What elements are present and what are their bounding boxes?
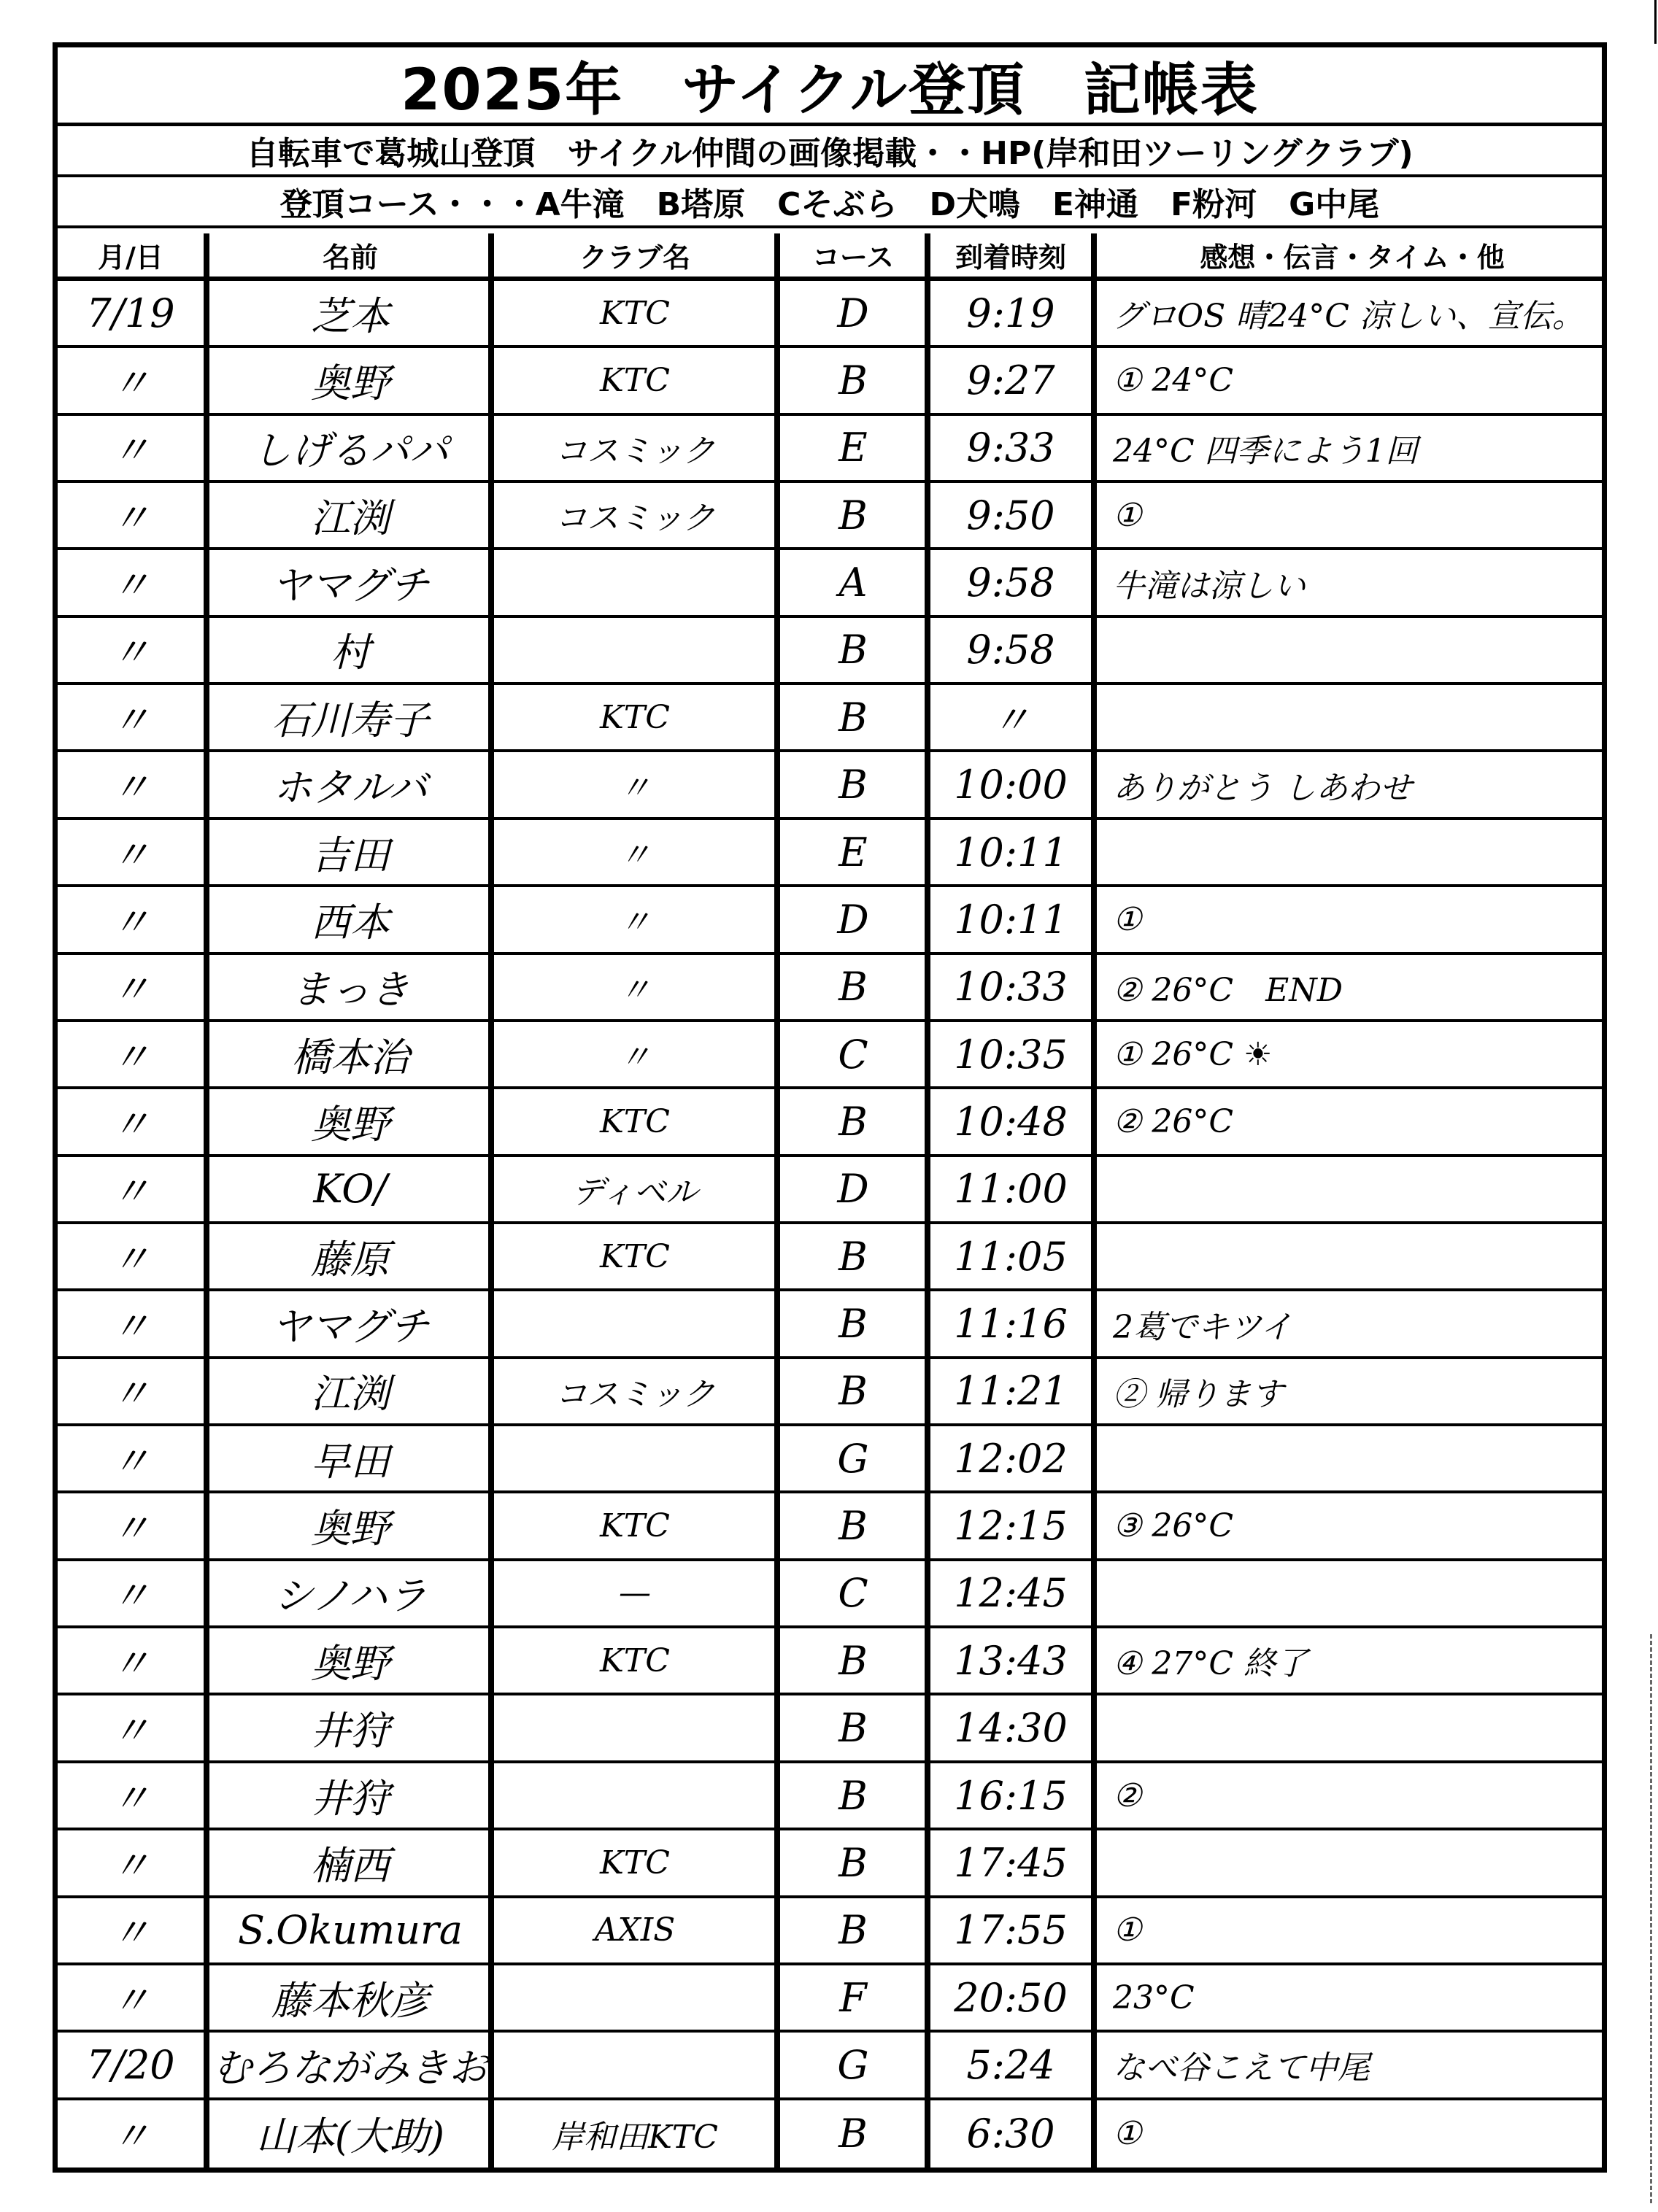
cell-name: 橋本治 [291,1034,409,1080]
cell-date: 〃 [111,1101,150,1148]
cell-name: しげるパパ [252,428,449,474]
cell-course: B [838,1907,868,1954]
cell-note: 23°C [1113,1979,1195,2016]
cell-name: 奥野 [311,1101,390,1148]
cell-date: 〃 [111,630,150,676]
cell-time: 11:16 [954,1301,1068,1347]
cell-time: 10:11 [954,829,1068,875]
log-sheet [53,42,1607,2173]
cell-note: ② [1113,1776,1142,1814]
cell-time: 16:15 [954,1772,1068,1819]
cell-date: 〃 [111,1640,150,1687]
cell-course: D [837,1166,869,1213]
table-row [58,618,1602,685]
header-date: 月/日 [98,241,163,274]
cell-time: 10:00 [954,762,1068,808]
table-row [58,1696,1602,1763]
cell-date: 〃 [111,1708,150,1755]
cell-time: 9:33 [966,425,1055,471]
cell-name: まっき [291,967,409,1013]
table-row [58,1830,1602,1898]
cell-course: D [837,290,869,336]
cell-time: 12:45 [954,1570,1068,1617]
cell-note: ② 帰ります [1113,1375,1284,1413]
cell-club: KTC [600,1102,670,1140]
cell-name: 井狩 [311,1775,390,1822]
cell-time: 9:50 [966,492,1055,538]
cell-name: 芝本 [311,293,390,339]
cell-time: 10:33 [954,964,1068,1010]
cell-name: 藤本秋彦 [271,1977,429,2024]
cell-name: ヤマグチ [271,562,429,609]
cell-course: F [839,1974,867,2021]
cell-course: B [838,1301,868,1347]
cell-name: 江渕 [311,495,390,541]
cell-name: 奥野 [311,1506,390,1552]
table-row [58,1426,1602,1493]
title-row [58,47,1602,126]
cell-time: 10:48 [954,1098,1068,1145]
cell-time: 6:30 [966,2111,1055,2157]
cell-note: 24°C 四季によう1回 [1113,432,1418,470]
table-row [58,685,1602,752]
table-row [58,753,1602,820]
table-row [58,1359,1602,1426]
cell-time: 5:24 [966,2041,1055,2088]
cell-club: KTC [600,362,670,400]
cell-note: ① [1113,1911,1142,1949]
cell-name: 江渕 [311,1371,390,1418]
cell-club: 〃 [619,971,651,1009]
table-row [58,1493,1602,1561]
cell-date: 〃 [111,765,150,811]
cell-name: シノハラ [274,1573,427,1620]
table-row [58,416,1602,483]
cell-name: 楠西 [311,1842,390,1889]
header-club: クラブ名 [579,241,690,274]
table-row [58,281,1602,348]
scan-edge-mark [1654,0,1657,44]
cell-course: D [837,896,869,943]
cell-club [496,618,774,682]
header-note: 感想・伝言・タイム・他 [1200,241,1505,274]
cell-club: 〃 [619,837,651,875]
table-body [58,281,1602,2167]
table-row [58,2033,1602,2100]
cell-note: ② 26°C [1113,1102,1234,1140]
cell-note: ① [1113,900,1142,938]
table-row [58,955,1602,1022]
cell-note: ありがとう しあわせ [1113,769,1412,807]
header-time: 到着時刻 [955,241,1066,274]
cell-time: 17:45 [954,1839,1068,1886]
cell-name: 西本 [311,899,390,945]
table-row [58,1089,1602,1156]
table-row [58,1561,1602,1628]
table-row [58,1763,1602,1830]
cell-time: 11:21 [954,1368,1068,1415]
cell-name: 石川寿子 [271,697,429,743]
cell-name: ヤマグチ [271,1304,429,1350]
cell-club: 〃 [619,904,651,942]
cell-time: 〃 [991,697,1030,743]
cell-date: 〃 [111,1438,150,1485]
cell-name: 藤原 [311,1236,390,1283]
cell-date: 〃 [111,562,150,609]
cell-course: E [838,425,868,471]
cell-date: 〃 [111,697,150,743]
table-header [58,233,1602,281]
cell-course: B [838,627,868,673]
table-row [58,1291,1602,1358]
cell-course: C [838,1570,868,1617]
cell-note: なべ谷こえて中尾 [1113,2049,1370,2087]
cell-note: 牛滝は涼しい [1113,567,1306,605]
cell-time: 14:30 [954,1705,1068,1752]
table-row [58,1022,1602,1089]
cell-note: 2葛でキツイ [1113,1308,1292,1346]
cell-time: 10:11 [954,896,1068,943]
courses-row [58,177,1602,228]
cell-note [1097,1157,1608,1221]
cell-club: KTC [600,698,670,736]
cell-note: ② 26°C END [1113,971,1343,1009]
cell-note: ① [1113,2115,1142,2153]
cell-date: 〃 [111,1304,150,1350]
cell-note: ③ 26°C [1113,1507,1234,1545]
cell-note [1097,1561,1608,1625]
cell-course: B [838,1839,868,1886]
cell-name: S.Okumura [238,1907,463,1954]
cell-name: ホタルバ [272,765,428,811]
table-row [58,1224,1602,1291]
cell-course: A [838,560,868,606]
cell-note [1097,1696,1608,1760]
cell-note: ① [1113,496,1142,534]
cell-name: むろながみきお [212,2044,488,2091]
subtitle: 自転車で葛城山登頂 サイクル仲間の画像掲載・・HP(岸和田ツーリングクラブ) [246,135,1414,172]
cell-date: 〃 [111,428,150,474]
cell-time: 10:35 [954,1031,1068,1078]
subtitle-row [58,126,1602,177]
cell-course: B [838,1233,868,1280]
cell-course: B [838,357,868,404]
cell-time: 11:00 [954,1166,1068,1213]
cell-time: 9:19 [966,290,1055,336]
cell-name: 山本(大助) [255,2114,445,2160]
cell-date: 〃 [111,1842,150,1889]
table-row [58,483,1602,550]
cell-name: 吉田 [311,832,390,878]
cell-club: KTC [600,1844,670,1882]
cell-date: 7/20 [86,2041,175,2088]
cell-course: B [838,1368,868,1415]
cell-club [496,1965,774,2030]
cell-time: 12:15 [954,1503,1068,1550]
cell-date: 〃 [111,1236,150,1283]
cell-date: 〃 [111,495,150,541]
cell-time: 17:55 [954,1907,1068,1954]
cell-club: 〃 [619,1039,651,1077]
cell-time: 9:58 [966,627,1055,673]
cell-name: 早田 [311,1438,390,1485]
cell-date: 〃 [111,1573,150,1620]
cell-club: — [619,1574,651,1612]
page-title: 2025年 サイクル登頂 記帳表 [401,57,1259,123]
cell-club: コスミック [555,1375,715,1413]
cell-date: 〃 [111,1775,150,1822]
cell-name: 奥野 [311,360,390,407]
cell-club: コスミック [555,500,715,538]
table-row [58,348,1602,415]
cell-date: 〃 [111,1910,150,1957]
cell-club: コスミック [555,432,715,470]
scan-edge-mark [1650,1634,1654,2203]
header-course: コース [811,241,895,274]
table-row [58,1965,1602,2033]
cell-note: グロOS 晴24°C 涼しい、宣伝。 [1113,298,1584,336]
cell-note: ① 24°C [1113,362,1234,400]
table-row [58,1157,1602,1224]
cell-club: KTC [600,294,670,332]
cell-date: 〃 [111,1977,150,2024]
cell-time: 13:43 [954,1637,1068,1684]
table-row [58,820,1602,887]
cell-course: B [838,2111,868,2157]
cell-course: B [838,1772,868,1819]
cell-note [1097,820,1608,884]
table-row [58,2100,1602,2167]
cell-course: B [838,492,868,538]
cell-club: AXIS [594,1911,676,1949]
cell-course: B [838,762,868,808]
table-row [58,1898,1602,1965]
cell-note [1097,1426,1608,1490]
cell-club [496,2033,774,2097]
courses-legend: 登頂コース・・・A牛滝 B塔原 Cそぶら D犬鳴 E神通 F粉河 G中尾 [279,186,1380,223]
cell-time: 20:50 [954,1974,1068,2021]
cell-name: KO/ [313,1166,387,1213]
cell-date: 〃 [111,1169,150,1215]
cell-name: 奥野 [311,1640,390,1687]
cell-name: 村 [331,630,370,676]
cell-course: B [838,1503,868,1550]
cell-note [1097,1224,1608,1288]
cell-note [1097,618,1608,682]
cell-course: B [838,1637,868,1684]
cell-course: B [838,694,868,740]
cell-time: 11:05 [954,1233,1068,1280]
cell-club [496,1696,774,1760]
cell-time: 9:58 [966,560,1055,606]
cell-club: ディベル [571,1173,698,1211]
cell-note: ① 26°C ☀ [1113,1035,1273,1073]
table-row [58,887,1602,954]
cell-note [1097,1830,1608,1895]
cell-club [496,550,774,614]
cell-club: KTC [600,1237,670,1275]
cell-club: 岸和田KTC [552,2118,718,2156]
header-name: 名前 [322,241,378,274]
cell-time: 12:02 [954,1435,1068,1482]
cell-course: B [838,1705,868,1752]
cell-date: 〃 [111,967,150,1013]
cell-date: 〃 [111,832,150,878]
cell-course: C [838,1031,868,1078]
cell-date: 〃 [111,1506,150,1552]
cell-course: B [838,1098,868,1145]
cell-note: ④ 27°C 終了 [1113,1645,1308,1683]
cell-club: 〃 [619,769,651,807]
cell-club [496,1291,774,1356]
cell-date: 〃 [111,1034,150,1080]
cell-course: G [837,1435,869,1482]
cell-club [496,1426,774,1490]
cell-club [496,1763,774,1828]
cell-course: E [838,829,868,875]
cell-course: B [838,964,868,1010]
table-row [58,1628,1602,1695]
cell-date: 7/19 [86,290,175,336]
cell-course: G [837,2041,869,2088]
cell-name: 井狩 [311,1708,390,1755]
cell-date: 〃 [111,1371,150,1418]
cell-note [1097,685,1608,749]
cell-date: 〃 [111,2114,150,2160]
table-row [58,550,1602,617]
cell-club: KTC [600,1507,670,1545]
cell-date: 〃 [111,899,150,945]
cell-time: 9:27 [966,357,1055,404]
cell-date: 〃 [111,360,150,407]
cell-club: KTC [600,1641,670,1679]
